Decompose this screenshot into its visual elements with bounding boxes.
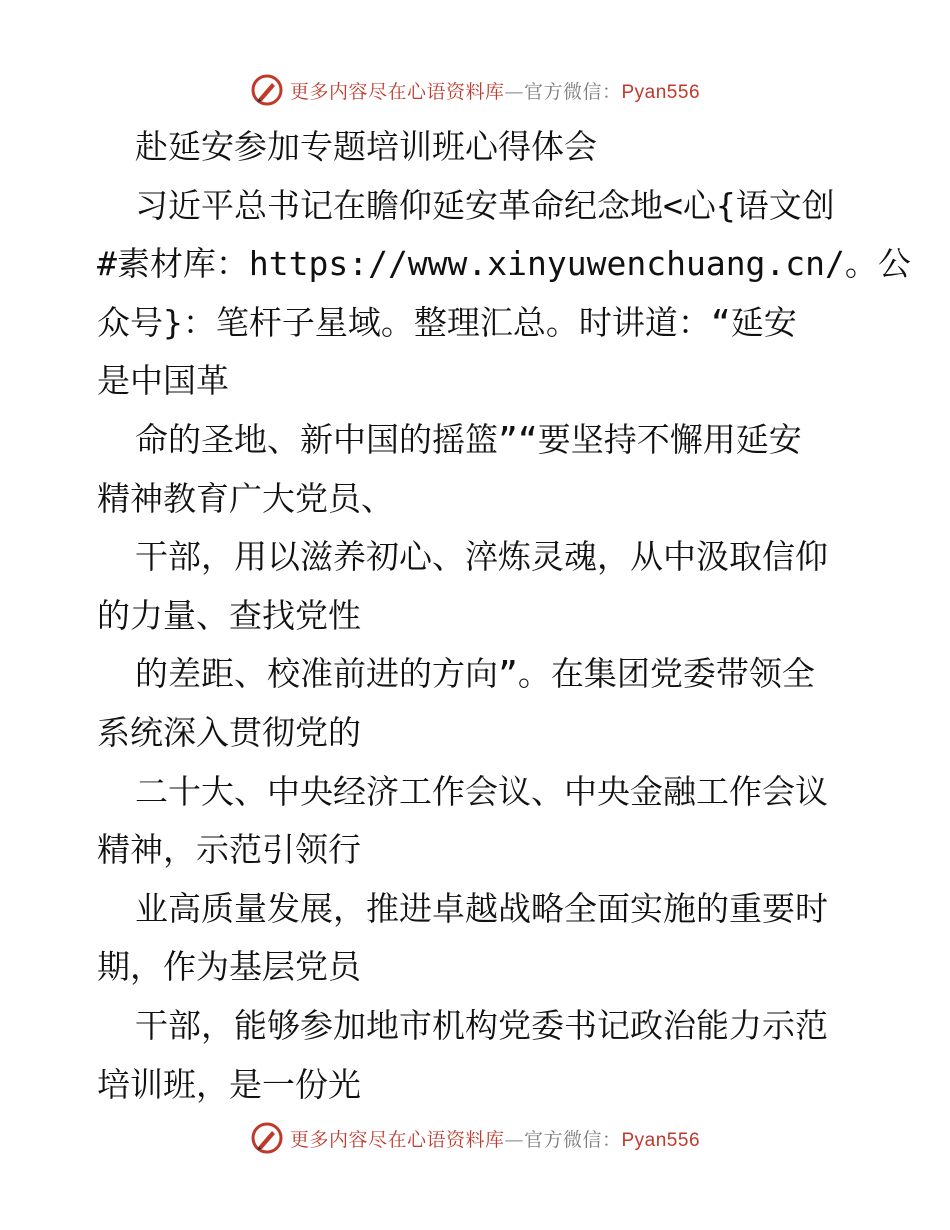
text-line: 期，作为基层党员 — [97, 947, 361, 987]
banner-text — [290, 1125, 700, 1152]
text-line: 二十大、中央经济工作会议、中央金融工作会议 — [135, 771, 828, 811]
official-label: 官方微信： — [523, 80, 622, 103]
wechat-id: Pyan556 — [621, 81, 701, 103]
text-line: 干部，能够参加地市机构党委书记政治能力示范 — [135, 1005, 828, 1045]
text-line: 是中国革 — [97, 361, 229, 401]
text-line: 业高质量发展，推进卓越战略全面实施的重要时 — [135, 888, 828, 928]
text-line: 命的圣地、新中国的摇篮”“要坚持不懈用延安 — [135, 419, 802, 459]
pen-circle-logo-icon — [250, 1121, 284, 1155]
pen-circle-logo-icon — [250, 73, 284, 107]
promo-text: 更多内容尽在心语资料库 — [289, 1128, 505, 1151]
text-line: #素材库：https://www.xinyuwenchuang.cn/。公 — [97, 244, 911, 284]
wechat-id: Pyan556 — [621, 1129, 701, 1151]
text-line: 培训班，是一份光 — [97, 1064, 361, 1104]
text-line: 习近平总书记在瞻仰延安革命纪念地<心{语文创 — [135, 185, 835, 225]
text-line: 的差距、校准前进的方向”。在集团党委带领全 — [135, 654, 815, 694]
text-line: 的力量、查找党性 — [97, 595, 361, 635]
banner-text — [290, 77, 700, 104]
document-body — [97, 118, 911, 1114]
separator: — — [504, 80, 524, 103]
official-label: 官方微信： — [523, 1128, 622, 1151]
text-line: 干部，用以滋养初心、淬炼灵魂，从中汲取信仰 — [135, 537, 828, 577]
text-line: 众号}：笔杆子星域。整理汇总。时讲道：“延安 — [97, 302, 797, 342]
document-title: 赴延安参加专题培训班心得体会 — [135, 127, 597, 166]
text-line: 精神，示范引领行 — [97, 830, 361, 870]
footer-banner — [0, 1118, 950, 1158]
text-line: 系统深入贯彻党的 — [97, 712, 361, 752]
text-line: 精神教育广大党员、 — [97, 478, 394, 518]
header-banner — [0, 70, 950, 110]
promo-text: 更多内容尽在心语资料库 — [289, 80, 505, 103]
separator: — — [504, 1128, 524, 1151]
